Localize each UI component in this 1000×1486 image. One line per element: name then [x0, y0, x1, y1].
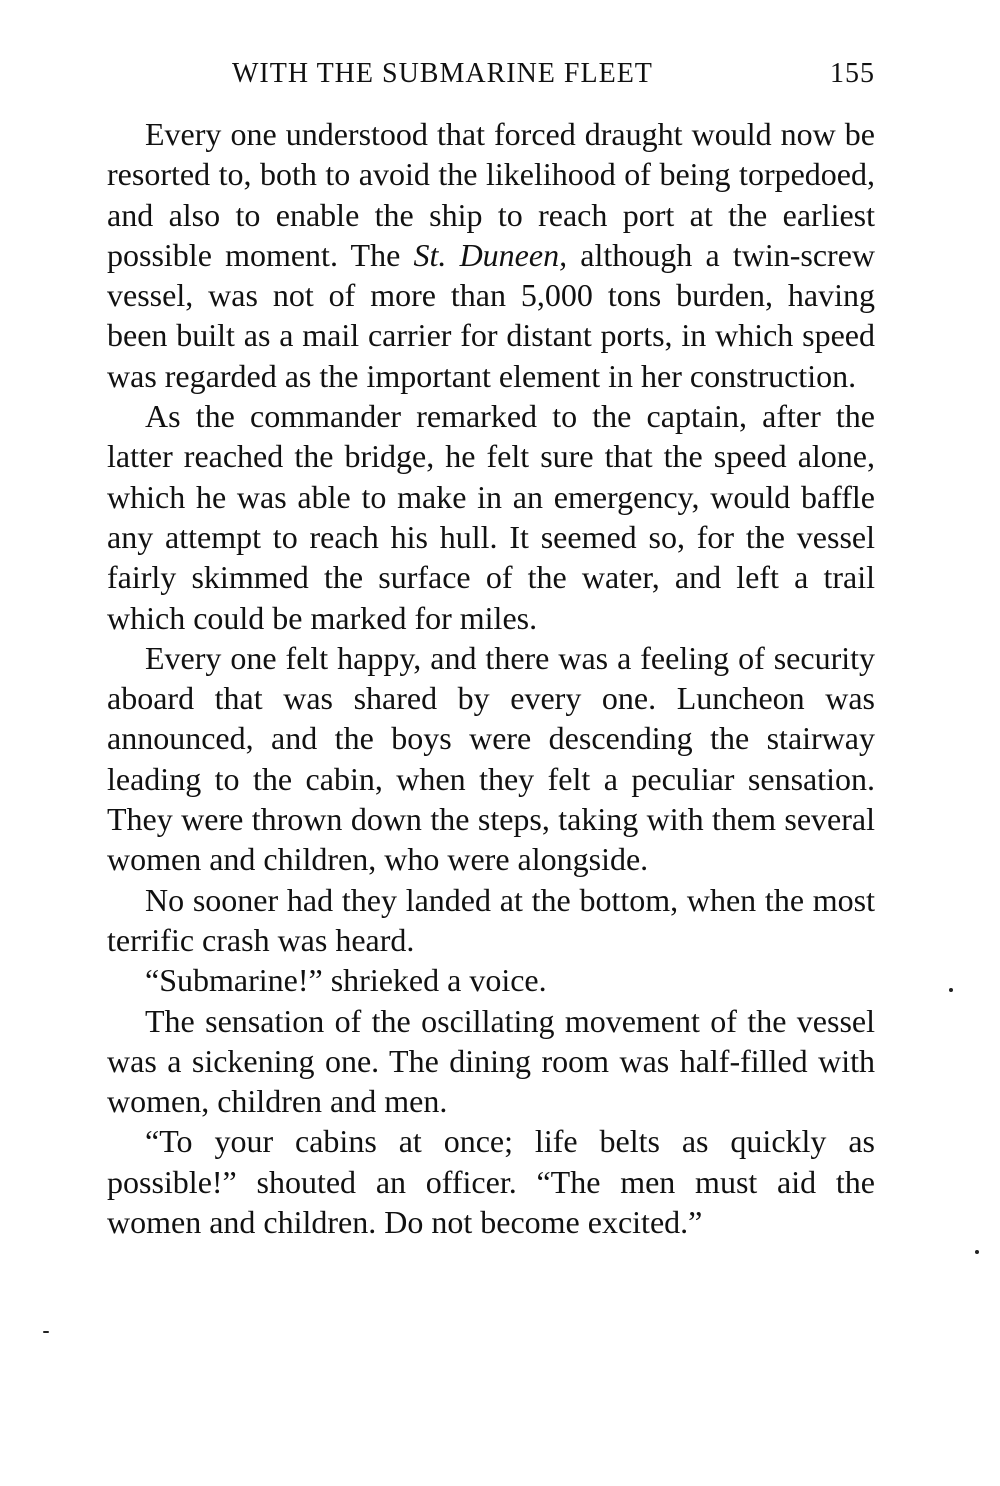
paragraph-3: Every one felt happy, and there was a feeling of security aboard that was shared by every one. Luncheon was announced, and the boys were descending the stairway leading to the cabin, when they felt a peculiar sensation. They were thrown down the steps, taking with them several women and children, who were alongside. [107, 639, 875, 878]
book-page [107, 56, 875, 1242]
scan-speck [949, 988, 953, 992]
paragraph-7: “To your cabins at once; life belts as quickly as possible!” shouted an officer. “The men must aid the women and children. Do not become excited.” [107, 1123, 875, 1241]
paragraph-1-part-a: Every one understood that forced draught would now be resorted to, both to avoid the likelihood of being torpedoed, and also to enable the ship to reach port at the earliest possible moment. The [107, 116, 875, 273]
paragraph-5: “Submarine!” shrieked a voice. [145, 962, 547, 999]
scan-speck [975, 1250, 979, 1254]
paragraph-4: No sooner had they landed at the bottom, when the most terrific crash was heard. [107, 881, 875, 958]
paragraph-1-part-b: although a twin-screw vessel, was not of more than 5,000 tons burden, having been built as a mail carrier for distant ports, in which speed was regarded as the important element in her construction. [107, 236, 876, 394]
page-number: 155 [830, 58, 875, 89]
running-header [107, 56, 875, 92]
paragraph-1 [107, 114, 875, 396]
scan-speck [43, 1331, 49, 1333]
paragraph-6: The sensation of the oscillating movement of the vessel was a sickening one. The dining room was half-filled with women, children and men. [107, 1002, 875, 1120]
ship-name-italic: St. Duneen, [413, 236, 568, 273]
paragraph-2: As the commander remarked to the captain, after the latter reached the bridge, he felt sure that the speed alone, which he was able to make in an emergency, would baffle any attempt to reach his hull. It seemed so, for the vessel fairly skimmed the surface of the water, and left a trail which could be marked for miles. [107, 398, 875, 636]
running-head-title: WITH THE SUBMARINE FLEET [232, 58, 653, 89]
